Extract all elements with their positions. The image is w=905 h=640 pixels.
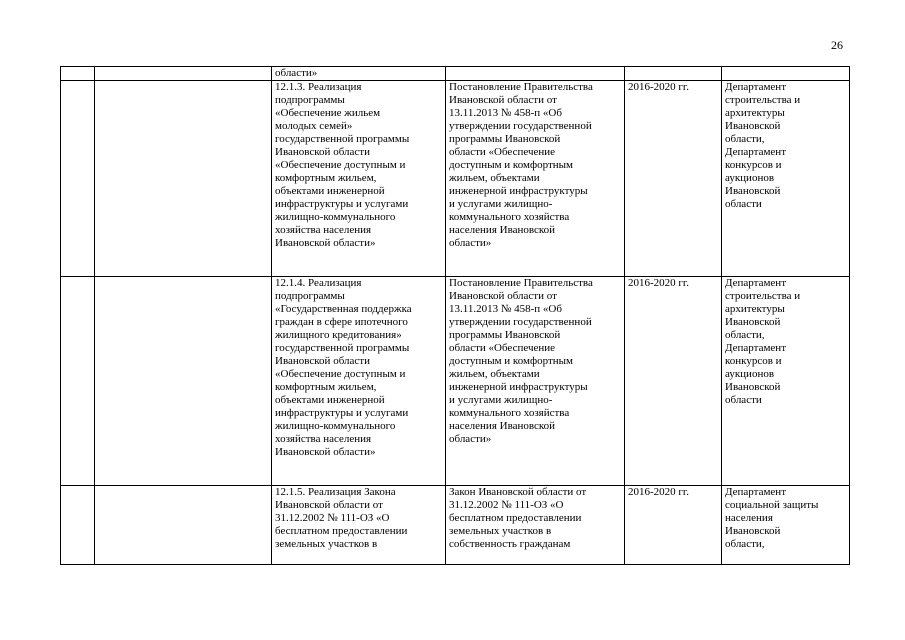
cell-line: области, <box>725 329 765 341</box>
cell-line: бесплатном предоставлении <box>449 512 582 524</box>
cell-line: Департамент <box>725 146 787 158</box>
cell-line: аукционов <box>725 172 775 184</box>
cell-line: и услугами жилищно- <box>449 394 553 406</box>
section-cell <box>95 486 272 565</box>
section-cell <box>95 67 272 81</box>
cell-line: собственность гражданам <box>449 538 571 550</box>
executor-cell <box>722 277 850 486</box>
cell-line: населения Ивановской <box>449 224 556 236</box>
cell-line: 12.1.5. Реализация Закона <box>275 486 396 498</box>
cell-line: программы Ивановской <box>449 133 561 145</box>
cell-line: инженерной инфраструктуры <box>449 381 588 393</box>
cell-line: комфортным жильем, <box>275 172 377 184</box>
cell-line: подпрограммы <box>275 290 345 302</box>
cell-line: Ивановской области» <box>275 237 376 249</box>
cell-line: коммунального хозяйства <box>449 407 570 419</box>
executor-cell <box>722 81 850 277</box>
executor-cell <box>722 67 850 81</box>
cell-line: Ивановской области» <box>275 446 376 458</box>
cell-line: государственной программы <box>275 342 410 354</box>
section-cell <box>95 277 272 486</box>
cell-line: аукционов <box>725 368 775 380</box>
cell-line: Департамент <box>725 277 787 289</box>
cell-line: и услугами жилищно- <box>449 198 553 210</box>
cell-line: утверждении государственной <box>449 120 592 132</box>
cell-line: строительства и <box>725 94 801 106</box>
cell-line: молодых семей» <box>275 120 353 132</box>
cell-line: 12.1.3. Реализация <box>275 81 362 93</box>
cell-line: Закон Ивановской области от <box>449 486 587 498</box>
cell-line: Постановление Правительства <box>449 277 593 289</box>
period-cell <box>625 67 722 81</box>
cell-line: 31.12.2002 № 111-ОЗ «О <box>275 512 390 524</box>
program-table <box>60 66 850 565</box>
cell-line: области, <box>725 538 765 550</box>
basis-cell <box>446 486 625 565</box>
cell-line: Ивановской <box>725 525 781 537</box>
section-cell <box>95 81 272 277</box>
cell-line: области, <box>725 133 765 145</box>
measure-cell <box>272 277 446 486</box>
measure-cell <box>272 67 446 81</box>
cell-line: 13.11.2013 № 458-п «Об <box>449 107 562 119</box>
table-row <box>61 486 850 565</box>
cell-line: области» <box>275 67 318 79</box>
cell-line: области» <box>449 237 492 249</box>
cell-line: объектами инженерной <box>275 394 385 406</box>
cell-line: конкурсов и <box>725 355 782 367</box>
cell-line: утверждении государственной <box>449 316 592 328</box>
cell-line: «Обеспечение жильем <box>275 107 381 119</box>
table-row <box>61 81 850 277</box>
cell-line: доступным и комфортным <box>449 159 573 171</box>
cell-line: «Государственная поддержка <box>275 303 412 315</box>
cell-line: архитектуры <box>725 107 785 119</box>
cell-line: коммунального хозяйства <box>449 211 570 223</box>
cell-line: строительства и <box>725 290 801 302</box>
period-cell <box>625 277 722 486</box>
table-row <box>61 277 850 486</box>
cell-line: Ивановской области от <box>449 290 557 302</box>
number-cell <box>61 81 95 277</box>
cell-line: Ивановской области <box>275 146 370 158</box>
cell-line: «Обеспечение доступным и <box>275 159 406 171</box>
cell-line: области «Обеспечение <box>449 146 556 158</box>
cell-line: жилищного кредитования» <box>275 329 402 341</box>
cell-line: Ивановской области от <box>449 94 557 106</box>
period-cell <box>625 81 722 277</box>
cell-line: 12.1.4. Реализация <box>275 277 362 289</box>
cell-line: земельных участков в <box>275 538 378 550</box>
cell-line: программы Ивановской <box>449 329 561 341</box>
cell-line: населения <box>725 512 773 524</box>
cell-line: бесплатном предоставлении <box>275 525 408 537</box>
cell-line: земельных участков в <box>449 525 552 537</box>
cell-line: хозяйства населения <box>275 224 372 236</box>
cell-line: Постановление Правительства <box>449 81 593 93</box>
cell-line: хозяйства населения <box>275 433 372 445</box>
table-row <box>61 67 850 81</box>
cell-line: Ивановской области от <box>275 499 383 511</box>
cell-line: архитектуры <box>725 303 785 315</box>
cell-line: области «Обеспечение <box>449 342 556 354</box>
cell-line: 2016-2020 гг. <box>628 81 689 93</box>
cell-line: Ивановской <box>725 120 781 132</box>
executor-cell <box>722 486 850 565</box>
cell-line: Ивановской <box>725 381 781 393</box>
period-cell <box>625 486 722 565</box>
cell-line: населения Ивановской <box>449 420 556 432</box>
measure-cell <box>272 486 446 565</box>
cell-line: инфраструктуры и услугами <box>275 407 409 419</box>
number-cell <box>61 277 95 486</box>
cell-line: области <box>725 394 762 406</box>
measure-cell <box>272 81 446 277</box>
cell-line: Департамент <box>725 342 787 354</box>
cell-line: области» <box>449 433 492 445</box>
cell-line: жильем, объектами <box>449 368 540 380</box>
cell-line: объектами инженерной <box>275 185 385 197</box>
number-cell <box>61 486 95 565</box>
cell-line: 2016-2020 гг. <box>628 486 689 498</box>
cell-line: жилищно-коммунального <box>275 420 396 432</box>
cell-line: комфортным жильем, <box>275 381 377 393</box>
cell-line: граждан в сфере ипотечного <box>275 316 408 328</box>
cell-line: подпрограммы <box>275 94 345 106</box>
page-number: 26 <box>831 38 843 52</box>
cell-line: 31.12.2002 № 111-ОЗ «О <box>449 499 564 511</box>
cell-line: 13.11.2013 № 458-п «Об <box>449 303 562 315</box>
cell-line: доступным и комфортным <box>449 355 573 367</box>
cell-line: государственной программы <box>275 133 410 145</box>
cell-line: Ивановской <box>725 316 781 328</box>
basis-cell <box>446 67 625 81</box>
cell-line: конкурсов и <box>725 159 782 171</box>
cell-line: «Обеспечение доступным и <box>275 368 406 380</box>
cell-line: Департамент <box>725 486 787 498</box>
cell-line: Ивановской области <box>275 355 370 367</box>
basis-cell <box>446 277 625 486</box>
cell-line: 2016-2020 гг. <box>628 277 689 289</box>
cell-line: области <box>725 198 762 210</box>
cell-line: жилищно-коммунального <box>275 211 396 223</box>
basis-cell <box>446 81 625 277</box>
cell-line: Департамент <box>725 81 787 93</box>
cell-line: Ивановской <box>725 185 781 197</box>
cell-line: инфраструктуры и услугами <box>275 198 409 210</box>
number-cell <box>61 67 95 81</box>
cell-line: социальной защиты <box>725 499 819 511</box>
cell-line: инженерной инфраструктуры <box>449 185 588 197</box>
cell-line: жильем, объектами <box>449 172 540 184</box>
